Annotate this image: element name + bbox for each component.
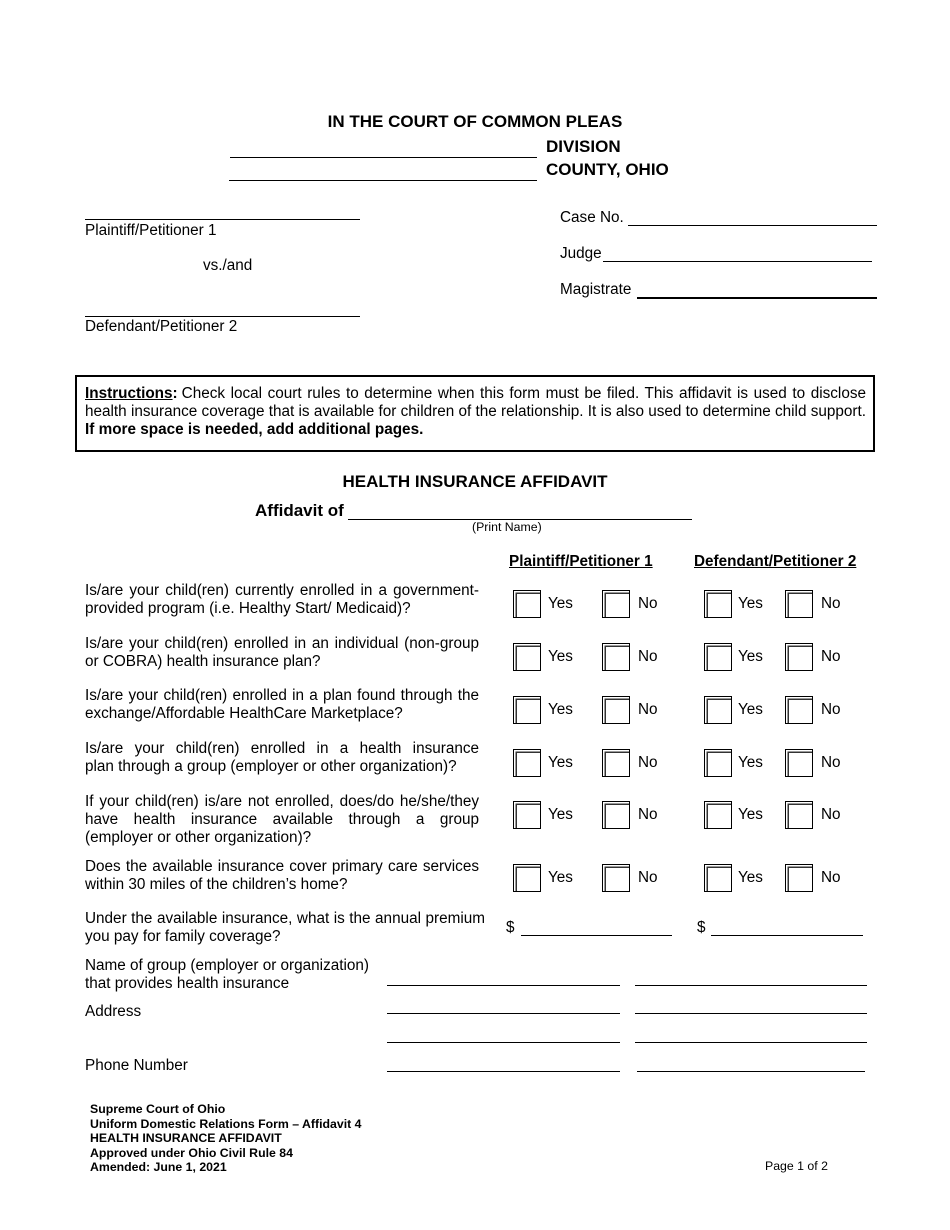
- question-6-party2-yes-checkbox[interactable]: [704, 864, 732, 892]
- instructions-heading-colon: :: [172, 385, 178, 402]
- question-1-party1-yes-checkbox[interactable]: [513, 590, 541, 618]
- affiant-name-field[interactable]: [348, 501, 692, 520]
- question-5-party2-yes-checkbox[interactable]: [704, 801, 732, 829]
- yes-label: Yes: [738, 595, 763, 612]
- question-3-party1-yes-checkbox[interactable]: [513, 696, 541, 724]
- yes-label: Yes: [738, 648, 763, 665]
- phone-field-plaintiff[interactable]: [387, 1053, 620, 1072]
- column-header-defendant: Defendant/Petitioner 2: [694, 553, 857, 570]
- question-3-party1-no-checkbox[interactable]: [602, 696, 630, 724]
- question-4-party1-no-checkbox[interactable]: [602, 749, 630, 777]
- question-1-party2-yes-checkbox[interactable]: [704, 590, 732, 618]
- address-label: Address: [85, 1003, 142, 1020]
- instructions-line: [85, 385, 866, 403]
- instructions-note: If more space is needed, add additional pages.: [85, 421, 424, 438]
- yes-label: Yes: [548, 648, 573, 665]
- question-6-party2-no-checkbox[interactable]: [785, 864, 813, 892]
- no-label: No: [821, 754, 841, 771]
- no-label: No: [638, 648, 658, 665]
- currency-symbol: $: [506, 919, 515, 936]
- yes-label: Yes: [548, 806, 573, 823]
- case-no-label: Case No.: [560, 209, 624, 226]
- no-label: No: [821, 869, 841, 886]
- county-label: COUNTY, OHIO: [546, 160, 669, 179]
- yes-label: Yes: [738, 869, 763, 886]
- judge-field[interactable]: [603, 243, 872, 262]
- question-2-party2-no-checkbox[interactable]: [785, 643, 813, 671]
- question-5: [85, 793, 479, 847]
- plaintiff-label: Plaintiff/Petitioner 1: [85, 222, 217, 239]
- address-line2-field-plaintiff[interactable]: [387, 1024, 620, 1043]
- yes-label: Yes: [548, 595, 573, 612]
- no-label: No: [821, 595, 841, 612]
- question-4-party2-no-checkbox[interactable]: [785, 749, 813, 777]
- question-6-party1-yes-checkbox[interactable]: [513, 864, 541, 892]
- division-field[interactable]: [230, 139, 537, 158]
- question-3-party2-no-checkbox[interactable]: [785, 696, 813, 724]
- yes-label: Yes: [738, 754, 763, 771]
- question-3-party2-yes-checkbox[interactable]: [704, 696, 732, 724]
- group-name-label-line: Name of group (employer or organization): [85, 957, 369, 974]
- no-label: No: [821, 806, 841, 823]
- magistrate-field[interactable]: [637, 279, 877, 299]
- question-text-line: provided program (i.e. Healthy Start/ Medicaid)?: [85, 600, 411, 617]
- premium-field-defendant[interactable]: [711, 917, 863, 936]
- question-text-line: within 30 miles of the children’s home?: [85, 876, 348, 893]
- county-field[interactable]: [229, 162, 537, 181]
- premium-field-plaintiff[interactable]: [521, 917, 672, 936]
- question-text-line: If your child(ren) is/are not enrolled, does/do he/she/they: [85, 793, 479, 810]
- group-name-label: [85, 957, 369, 993]
- question-4-party1-yes-checkbox[interactable]: [513, 749, 541, 777]
- column-header-plaintiff: Plaintiff/Petitioner 1: [509, 553, 653, 570]
- question-6: [85, 858, 479, 894]
- case-no-field[interactable]: [628, 207, 877, 226]
- group-name-label-line: that provides health insurance: [85, 975, 290, 992]
- question-1: [85, 582, 479, 618]
- footer-line: HEALTH INSURANCE AFFIDAVIT: [90, 1131, 282, 1145]
- address-line2-field-defendant[interactable]: [635, 1024, 867, 1043]
- question-text-line: Is/are your child(ren) enrolled in a health insurance: [85, 740, 479, 757]
- premium-question: [85, 910, 485, 946]
- question-4-party2-yes-checkbox[interactable]: [704, 749, 732, 777]
- defendant-name-field[interactable]: [85, 298, 360, 317]
- no-label: No: [638, 701, 658, 718]
- defendant-label: Defendant/Petitioner 2: [85, 318, 238, 335]
- question-text-line: or COBRA) health insurance plan?: [85, 653, 321, 670]
- address-line1-field-defendant[interactable]: [635, 995, 867, 1014]
- phone-field-defendant[interactable]: [637, 1053, 865, 1072]
- question-text-line: have health insurance available through a group: [85, 811, 479, 828]
- phone-label: Phone Number: [85, 1057, 188, 1074]
- question-2-party1-yes-checkbox[interactable]: [513, 643, 541, 671]
- print-name-hint: (Print Name): [472, 520, 542, 534]
- question-text-line: you pay for family coverage?: [85, 928, 281, 945]
- address-line1-field-plaintiff[interactable]: [387, 995, 620, 1014]
- page-number: Page 1 of 2: [765, 1159, 828, 1173]
- no-label: No: [638, 595, 658, 612]
- question-text-line: Is/are your child(ren) enrolled in a plan found through the: [85, 687, 479, 704]
- question-2-party1-no-checkbox[interactable]: [602, 643, 630, 671]
- group-name-field-plaintiff[interactable]: [387, 967, 620, 986]
- question-text-line: plan through a group (employer or other organization)?: [85, 758, 457, 775]
- no-label: No: [638, 754, 658, 771]
- instructions-text: Check local court rules to determine when this form must be filed. This affidavit is used to disclose: [181, 385, 866, 402]
- question-text-line: exchange/Affordable HealthCare Marketplace?: [85, 705, 403, 722]
- question-5-party2-no-checkbox[interactable]: [785, 801, 813, 829]
- question-6-party1-no-checkbox[interactable]: [602, 864, 630, 892]
- footer-line: Supreme Court of Ohio: [90, 1102, 226, 1116]
- yes-label: Yes: [548, 869, 573, 886]
- group-name-field-defendant[interactable]: [635, 967, 867, 986]
- yes-label: Yes: [548, 701, 573, 718]
- division-label: DIVISION: [546, 137, 621, 156]
- affidavit-title: HEALTH INSURANCE AFFIDAVIT: [342, 472, 608, 491]
- court-title: IN THE COURT OF COMMON PLEAS: [327, 112, 623, 131]
- question-2-party2-yes-checkbox[interactable]: [704, 643, 732, 671]
- no-label: No: [638, 806, 658, 823]
- footer-line: Approved under Ohio Civil Rule 84: [90, 1145, 293, 1160]
- yes-label: Yes: [738, 701, 763, 718]
- footer-line: Uniform Domestic Relations Form – Affidavit 4: [90, 1116, 362, 1131]
- instructions-text: health insurance coverage that is available for children of the relationship. It is also used to determine child support.: [85, 403, 866, 420]
- footer-line: Amended: June 1, 2021: [90, 1160, 227, 1174]
- no-label: No: [821, 648, 841, 665]
- no-label: No: [638, 869, 658, 886]
- question-text-line: Does the available insurance cover primary care services: [85, 858, 479, 875]
- question-4: [85, 740, 479, 776]
- form-footer: [90, 1102, 362, 1175]
- question-5-party1-no-checkbox[interactable]: [602, 801, 630, 829]
- question-2: [85, 635, 479, 671]
- question-1-party1-no-checkbox[interactable]: [602, 590, 630, 618]
- instructions-heading: Instructions: [85, 385, 173, 402]
- question-1-party2-no-checkbox[interactable]: [785, 590, 813, 618]
- no-label: No: [821, 701, 841, 718]
- judge-label: Judge: [560, 245, 602, 262]
- question-text-line: Is/are your child(ren) currently enrolled in a government-: [85, 582, 479, 599]
- question-text-line: Is/are your child(ren) enrolled in an individual (non-group: [85, 635, 479, 652]
- yes-label: Yes: [738, 806, 763, 823]
- question-text-line: (employer or other organization)?: [85, 829, 312, 846]
- question-3: [85, 687, 479, 723]
- currency-symbol: $: [697, 919, 706, 936]
- yes-label: Yes: [548, 754, 573, 771]
- magistrate-label: Magistrate: [560, 281, 632, 298]
- affiant-label: Affidavit of: [255, 501, 344, 520]
- versus-label: vs./and: [203, 257, 253, 274]
- plaintiff-name-field[interactable]: [85, 201, 360, 220]
- question-text-line: Under the available insurance, what is the annual premium: [85, 910, 485, 927]
- question-5-party1-yes-checkbox[interactable]: [513, 801, 541, 829]
- instructions-box: [75, 375, 875, 452]
